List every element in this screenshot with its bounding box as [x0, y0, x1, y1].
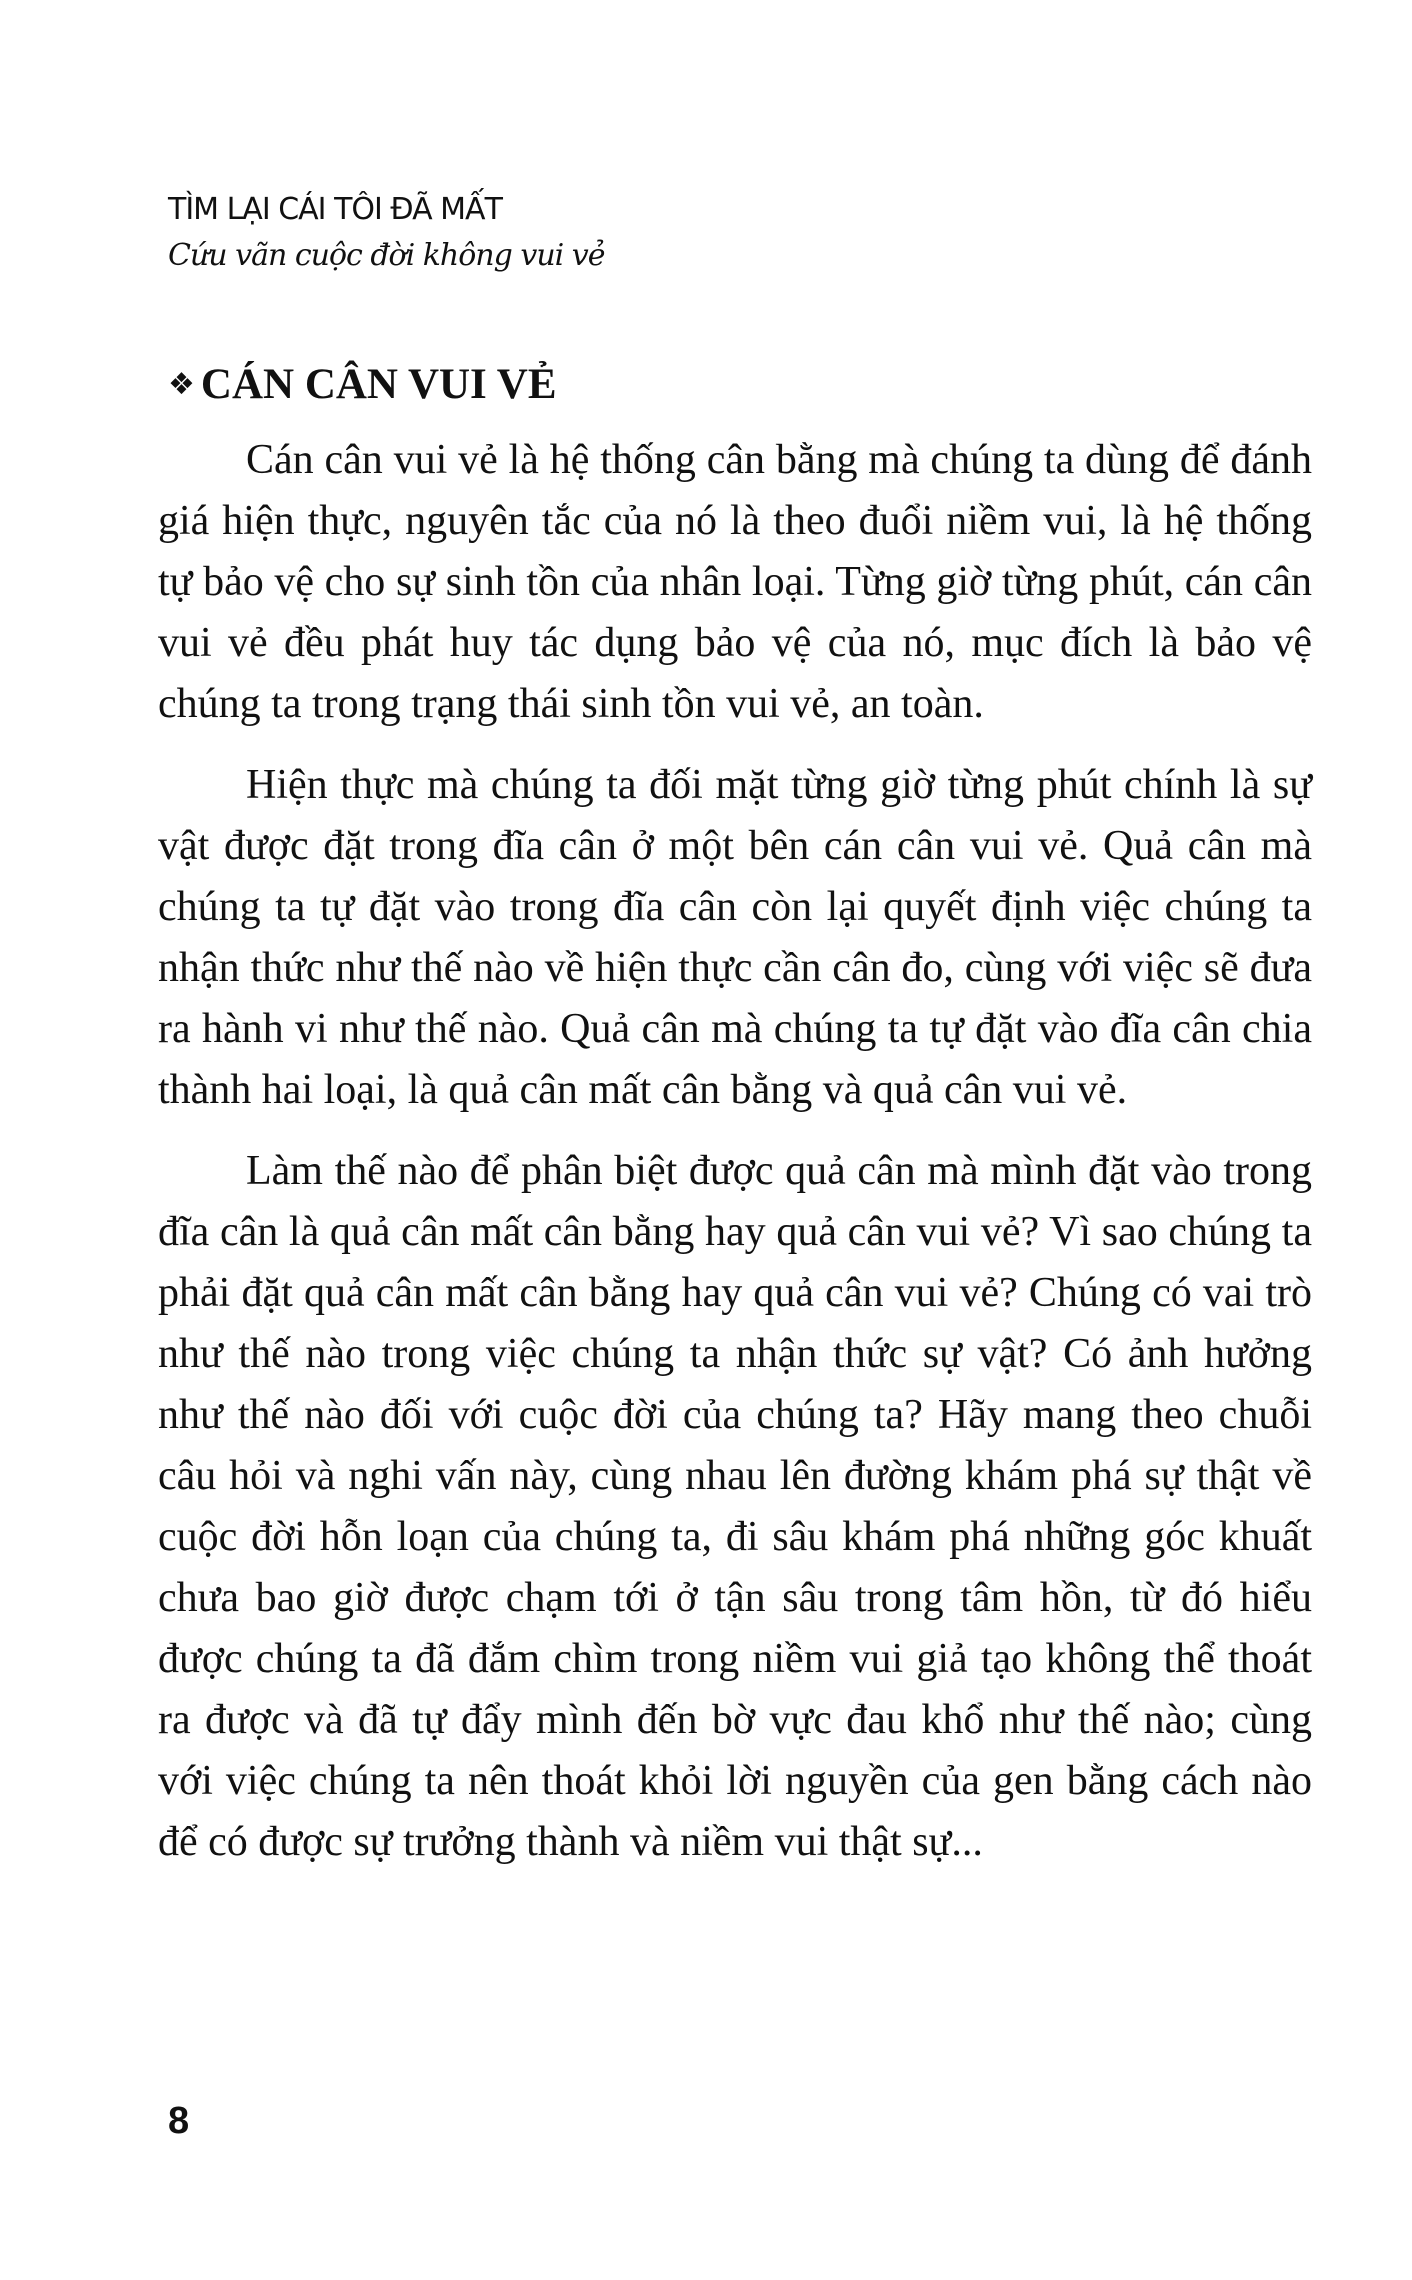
page-number: 8 [168, 2100, 190, 2142]
paragraph-3: Làm thế nào để phân biệt được quả cân mà mình đặt vào trong đĩa cân là quả cân mất cân bằng hay quả cân vui vẻ? Vì sao chúng ta phải đặt quả cân mất cân bằng hay quả cân vui vẻ? Chúng có vai trò như thế nào trong việc chúng ta nhận thức sự vật? Có ảnh hưởng như thế nào đối với cuộc đời của chúng ta? Hãy mang theo chuỗi câu hỏi và nghi vấn này, cùng nhau lên đường khám phá sự thật về cuộc đời hỗn loạn của chúng ta, đi sâu khám phá những góc khuất chưa bao giờ được chạm tới ở tận sâu trong tâm hồn, từ đó hiểu được chúng ta đã đắm chìm trong niềm vui giả tạo không thể thoát ra được và đã tự đẩy mình đến bờ vực đau khổ như thế nào; cùng với việc chúng ta nên thoát khỏi lời nguyền của gen bằng cách nào để có được sự trưởng thành và niềm vui thật sự... [158, 1148, 1312, 1865]
section-heading [168, 360, 557, 410]
book-title: TÌM LẠI CÁI TÔI ĐÃ MẤT [168, 192, 502, 227]
paragraph-2: Hiện thực mà chúng ta đối mặt từng giờ từng phút chính là sự vật được đặt trong đĩa cân ở một bên cán cân vui vẻ. Quả cân mà chúng ta tự đặt vào trong đĩa cân còn lại quyết định việc chúng ta nhận thức như thế nào về hiện thực cần cân đo, cùng với việc sẽ đưa ra hành vi như thế nào. Quả cân mà chúng ta tự đặt vào đĩa cân chia thành hai loại, là quả cân mất cân bằng và quả cân vui vẻ. [158, 762, 1312, 1113]
diamond-cluster-icon: ❖ [168, 367, 195, 402]
running-header [168, 190, 1068, 276]
body-text [158, 430, 1312, 1893]
paragraph-1: Cán cân vui vẻ là hệ thống cân bằng mà chúng ta dùng để đánh giá hiện thực, nguyên tắc của nó là theo đuổi niềm vui, là hệ thống tự bảo vệ cho sự sinh tồn của nhân loại. Từng giờ từng phút, cán cân vui vẻ đều phát huy tác dụng bảo vệ của nó, mục đích là bảo vệ chúng ta trong trạng thái sinh tồn vui vẻ, an toàn. [158, 437, 1312, 727]
book-subtitle: Cứu vãn cuộc đời không vui vẻ [168, 238, 605, 273]
section-heading-text: CÁN CÂN VUI VẺ [200, 361, 557, 408]
